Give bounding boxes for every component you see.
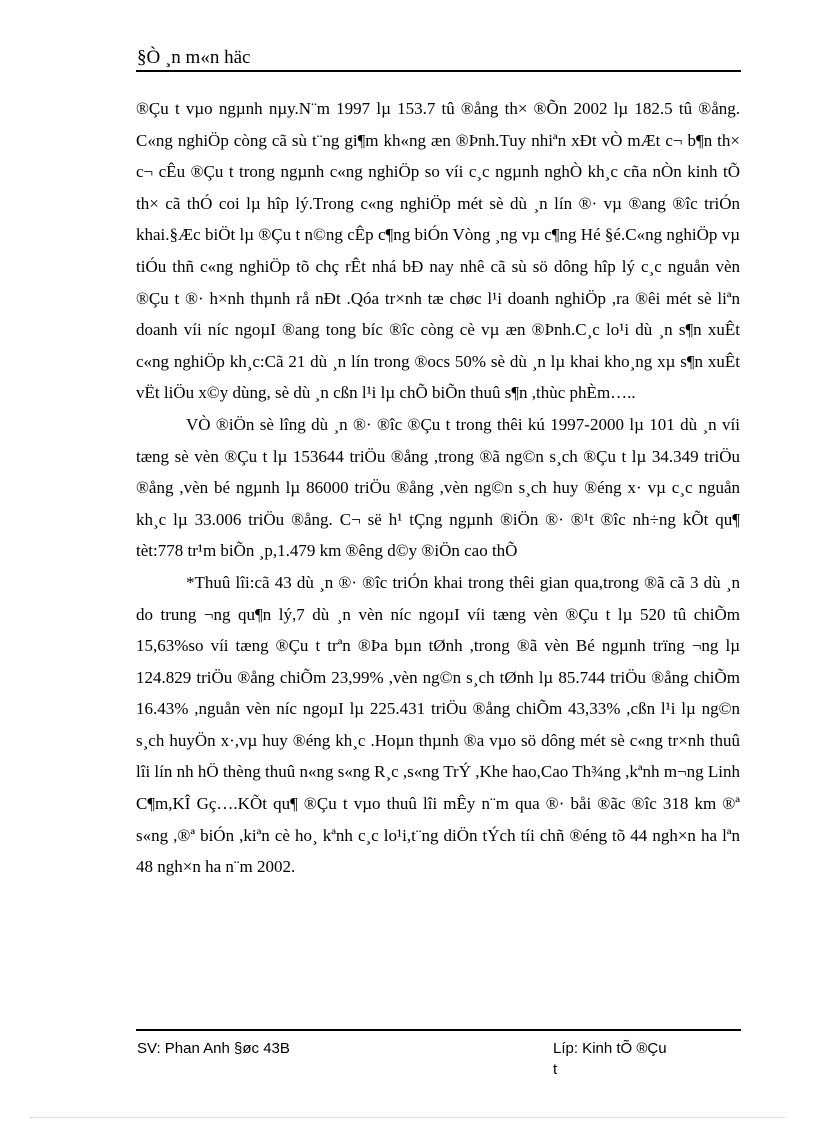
footer-divider (136, 1029, 741, 1031)
page-header-title: §Ò ¸n m«n häc (137, 47, 251, 68)
body-text (136, 93, 740, 883)
paragraph: *Thuû lîi:cã 43 dù ¸n ®· ®îc triÓn khai trong thêi gian qua,trong ®ã cã 3 dù ¸n do trung ¬ng qu¶n lý,7 dù ¸n vèn níc ngoµI víi tæng vèn ®Çu t lµ 520 tû chiÕm 15,63%so víi tæng ®Çu t trªn ®Þa bµn tØnh ,trong ®ã vèn Bé ngµnh trïng ¬ng lµ 124.829 triÖu ®ång chiÕm 23,99% ,vèn ng©n s¸ch tØnh lµ 85.744 triÖu ®ång chiÕm 16.43% ,nguån vèn níc ngoµI lµ 225.431 triÖu ®ång chiÕm 43,33% ,cßn l¹i lµ ng©n s¸ch huyÖn x·,vµ huy ®éng kh¸c .Hoµn thµnh ®a vµo sö dông mét sè c«ng tr×nh thuû lîi lín nh hÖ thèng thuû n«ng s«ng R¸c ,s«ng TrÝ ,Khe hao,Cao Th¾ng ,kªnh m¬ng Linh C¶m,KÎ Gç….KÕt qu¶ ®Çu t vµo thuû lîi mÊy n¨m qua ®· båi ®ãc ®îc 318 km ®ª s«ng ,®ª biÓn ,kiªn cè ho¸ kªnh c¸c lo¹i,t¨ng diÖn tÝch tíi chñ ®éng tõ 44 ngh×n ha lªn 48 ngh×n ha n¨m 2002. (136, 572, 740, 877)
page-edge-divider (30, 1117, 786, 1118)
header-divider (136, 70, 741, 72)
paragraph: VÒ ®iÖn sè lîng dù ¸n ®· ®îc ®Çu t trong thêi kú 1997-2000 lµ 101 dù ¸n víi tæng sè vèn ®Çu t lµ 153644 triÖu ®ång ,trong ®ã ng©n s¸ch ®Çu t lµ 34.349 triÖu ®ång ,vèn bé ngµnh lµ 86000 triÖu ®ång ,vèn ng©n s¸ch huy ®éng x· vµ c¸c nguån kh¸c lµ 33.006 triÖu ®ång. C¬ së h¹ tÇng ngµnh ®iÖn ®· ®¹t ®îc nh÷ng kÕt qu¶ tèt:778 tr¹m biÕn ¸p,1.479 km ®êng d©y ®iÖn cao thÕ (136, 414, 740, 561)
footer-class: Líp: Kinh tÕ ®Çu t (553, 1040, 667, 1078)
footer-student: SV: Phan Anh §øc 43B (137, 1040, 290, 1057)
paragraph: ®Çu t vµo ngµnh nµy.N¨m 1997 lµ 153.7 tû ®ång th× ®Õn 2002 lµ 182.5 tû ®ång. C«ng nghiÖp còng cã sù t¨ng gi¶m kh«ng æn ®Þnh.Tuy nhiªn xÐt vÒ mÆt c¬ b¶n th× c¬ cÊu ®Çu t trong ngµnh c«ng nghiÖp so víi c¸c ngµnh nghÒ kh¸c cña nÒn kinh tÕ th× cã thÓ coi lµ hîp lý.Trong c«ng nghiÖp mét sè dù ¸n lín ®· vµ ®ang ®îc triÓn khai.§Æc biÖt lµ ®Çu t n©ng cÊp c¶ng biÓn Vòng ¸ng vµ c¶ng Hé §é.C«ng nghiÖp vµ tiÓu thñ c«ng nghiÖp tõ chç rÊt nhá bÐ nay nhê cã sù sö dông hîp lý c¸c nguån vèn ®Çu t ®· h×nh thµnh rå nÐt .Qóa tr×nh tæ chøc l¹i doanh nghiÖp ,ra ®êi mét sè liªn doanh víi níc ngoµI ®ang tong bíc ®îc còng cè vµ æn ®Þnh.C¸c lo¹i dù ¸n s¶n xuÊt c«ng nghiÖp kh¸c:Cã 21 dù ¸n lín trong ®ocs 50% sè dù ¸n lµ khai kho¸ng xµ s¶n xuÊt vËt liÖu x©y dùng, sè dù ¸n cßn l¹i lµ chÕ biÕn thuû s¶n ,thùc phÈm….. (136, 99, 740, 403)
